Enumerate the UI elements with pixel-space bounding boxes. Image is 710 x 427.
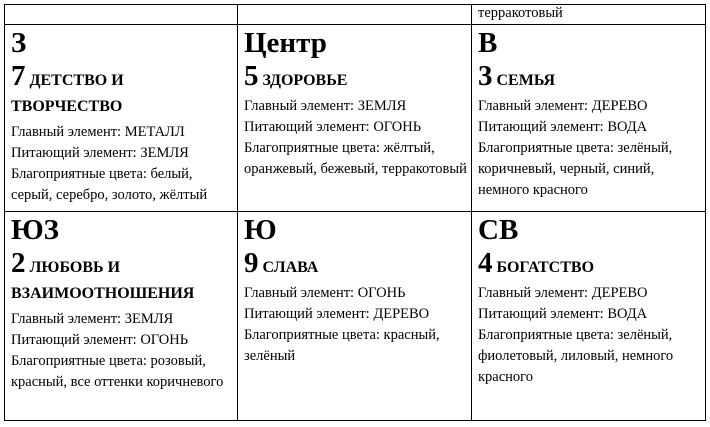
bagua-grid-table xyxy=(4,4,706,421)
feeding-element-line: Питающий элемент: ВОДА xyxy=(478,119,648,135)
table-row xyxy=(5,212,706,421)
main-element-line: Главный элемент: ДЕРЕВО xyxy=(478,98,648,114)
table-row xyxy=(5,25,706,212)
direction-label: ЮЗ xyxy=(11,214,59,246)
cell-northeast xyxy=(472,212,706,421)
feeding-element-line: Питающий элемент: ДЕРЕВО xyxy=(244,306,430,322)
main-element-line: Главный элемент: ДЕРЕВО xyxy=(478,285,648,301)
area-heading xyxy=(478,247,701,281)
favorable-colors-line: Благоприятные цвета: розовый, красный, все оттенки коричневого xyxy=(11,353,224,390)
area-name: БОГАТСТВО xyxy=(496,259,595,276)
area-name: СЕМЬЯ xyxy=(496,72,556,89)
direction-label: З xyxy=(11,27,27,59)
partial-cell-right xyxy=(472,5,706,25)
main-element-line: Главный элемент: МЕТАЛЛ xyxy=(11,124,185,140)
area-heading xyxy=(478,60,701,94)
feeding-element-line: Питающий элемент: ЗЕМЛЯ xyxy=(11,145,189,161)
area-number: 2 xyxy=(11,247,26,279)
area-number: 5 xyxy=(244,60,259,92)
main-element-line: Главный элемент: ОГОНЬ xyxy=(244,285,406,301)
cell-west xyxy=(5,25,238,212)
favorable-colors-line: Благоприятные цвета: зелёный, коричневый, черный, синий, немного красного xyxy=(478,140,673,198)
direction-label: Ю xyxy=(244,214,277,246)
area-name: ДЕТСТВО И ТВОРЧЕСТВО xyxy=(11,72,124,115)
area-number: 3 xyxy=(478,60,493,92)
feeding-element-line: Питающий элемент: ОГОНЬ xyxy=(244,119,422,135)
favorable-colors-line: Благоприятные цвета: зелёный, фиолетовый, лиловый, немного красного xyxy=(478,327,674,385)
area-number: 9 xyxy=(244,247,259,279)
cell-center xyxy=(238,25,472,212)
top-fragment-text: терракотовый xyxy=(478,5,563,21)
cell-southwest xyxy=(5,212,238,421)
area-heading xyxy=(244,60,467,94)
favorable-colors-line: Благоприятные цвета: красный, зелёный xyxy=(244,327,440,364)
partial-cell-middle xyxy=(238,5,472,25)
area-heading xyxy=(11,60,233,120)
direction-label: В xyxy=(478,27,498,59)
area-name: ЗДОРОВЬЕ xyxy=(262,72,348,89)
cell-south xyxy=(238,212,472,421)
cell-east xyxy=(472,25,706,212)
area-name: ЛЮБОВЬ И ВЗАИМООТНОШЕНИЯ xyxy=(11,259,195,302)
area-number: 7 xyxy=(11,60,26,92)
partial-cell-left xyxy=(5,5,238,25)
main-element-line: Главный элемент: ЗЕМЛЯ xyxy=(11,311,174,327)
area-name: СЛАВА xyxy=(262,259,319,276)
direction-label: СВ xyxy=(478,214,519,246)
direction-label: Центр xyxy=(244,27,327,59)
main-element-line: Главный элемент: ЗЕМЛЯ xyxy=(244,98,407,114)
area-number: 4 xyxy=(478,247,493,279)
table-row-partial xyxy=(5,5,706,25)
favorable-colors-line: Благоприятные цвета: жёлтый, оранжевый, бежевый, терракотовый xyxy=(244,140,467,177)
feeding-element-line: Питающий элемент: ВОДА xyxy=(478,306,648,322)
area-heading xyxy=(11,247,233,307)
feeding-element-line: Питающий элемент: ОГОНЬ xyxy=(11,332,189,348)
favorable-colors-line: Благоприятные цвета: белый, серый, серебро, золото, жёлтый xyxy=(11,166,208,203)
area-heading xyxy=(244,247,467,281)
